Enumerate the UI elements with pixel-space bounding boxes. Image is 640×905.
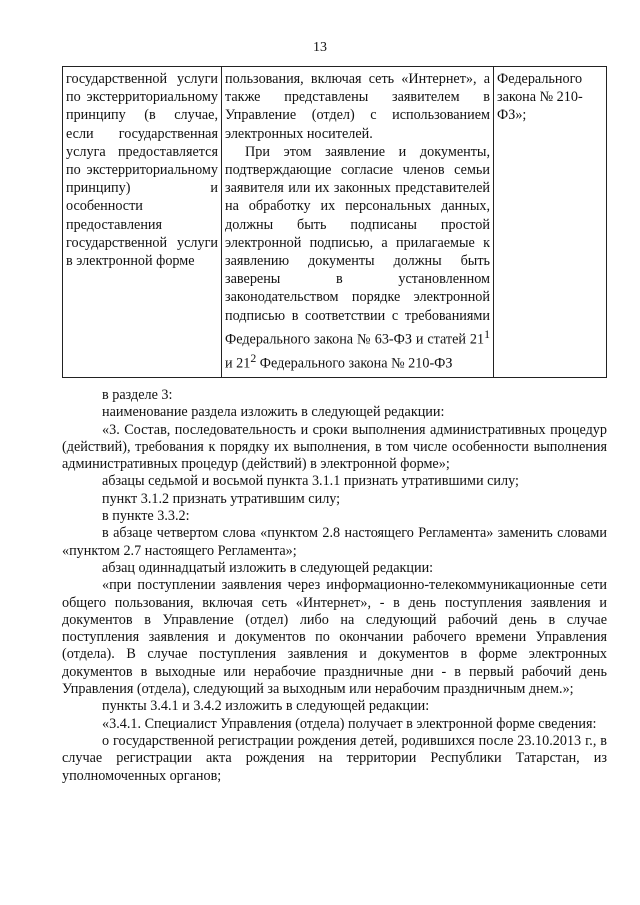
- paragraph: пункты 3.4.1 и 3.4.2 изложить в следующей редакции:: [102, 698, 430, 715]
- paragraph: абзац одиннадцатый изложить в следующей редакции:: [102, 559, 434, 576]
- document-body: [62, 387, 607, 785]
- paragraph: «3.4.1. Специалист Управления (отдела) получает в электронной форме сведения:: [102, 715, 597, 732]
- superscript: 2: [250, 350, 257, 365]
- table-cell-service-name: [63, 67, 222, 378]
- table-cell-legal-basis: [494, 67, 607, 378]
- paragraph: в разделе 3:: [102, 387, 173, 403]
- cell-text: пользования, включая сеть «Интернет», а также представлены заявителем в Управление (отдел) с использованием электронных носителей.: [225, 71, 490, 142]
- table-cell-requirements: [222, 67, 494, 378]
- cell-text: Федерального закона № 210-ФЗ»;: [497, 71, 583, 124]
- paragraph: наименование раздела изложить в следующей редакции:: [102, 404, 445, 421]
- text-segment: и 21: [225, 355, 251, 372]
- paragraph: «при поступлении заявления через информационно-телекоммуникационные сети общего пользования, включая сеть «Интернет», - в день поступления заявления и документов в Управление (отдел) либо на следующий рабочий день в случае поступления заявления и документов по окончании рабочего времени Управления (отдела). В случае поступления заявления и документов в форме электронных документов в выходные или нерабочие праздничные дни - в первый рабочий день Управления (отдела), следующий за выходным или нерабочим праздничным днем.»;: [62, 577, 607, 698]
- cell-text: государственной услуги по экстерриториальному принципу (в случае, если государственная услуга предоставляется по экстерриториальному принципу) и особенности предоставления государственной услуги в электронной форме: [66, 71, 218, 270]
- text-segment: При этом заявление и документы, подтверждающие согласие членов семьи заявителя или их законных представителей на обработку их персональных данных, должны быть подписаны простой электронной подписью, а прилагаемые к заявлению документы должны быть заверены в установленном законодательством порядке электронной подписью в соответствии с требованиями Федерального закона № 63-ФЗ и статей 21: [225, 143, 490, 348]
- regulation-table: [62, 66, 607, 378]
- cell-text-signature: [225, 143, 490, 373]
- table-row: [63, 67, 607, 378]
- paragraph: «3. Состав, последовательность и сроки выполнения административных процедур (действий), требования к порядку их выполнения, в том числе особенности выполнения административных процедур (действий) в электронной форме»;: [62, 421, 607, 473]
- text-segment: Федерального закона № 210-ФЗ: [256, 355, 453, 372]
- superscript: 1: [484, 326, 490, 341]
- paragraph: в абзаце четвертом слова «пунктом 2.8 настоящего Регламента» заменить словами «пунктом 2.7 настоящего Регламента»;: [62, 525, 607, 559]
- paragraph: абзацы седьмой и восьмой пункта 3.1.1 признать утратившими силу;: [102, 473, 519, 490]
- page-number: 13: [313, 40, 327, 55]
- paragraph: о государственной регистрации рождения детей, родившихся после 23.10.2013 г., в случае регистрации акта рождения на территории Республики Татарстан, из уполномоченных органов;: [62, 732, 607, 784]
- paragraph: в пункте 3.3.2:: [102, 508, 190, 525]
- paragraph: пункт 3.1.2 признать утратившим силу;: [102, 490, 341, 507]
